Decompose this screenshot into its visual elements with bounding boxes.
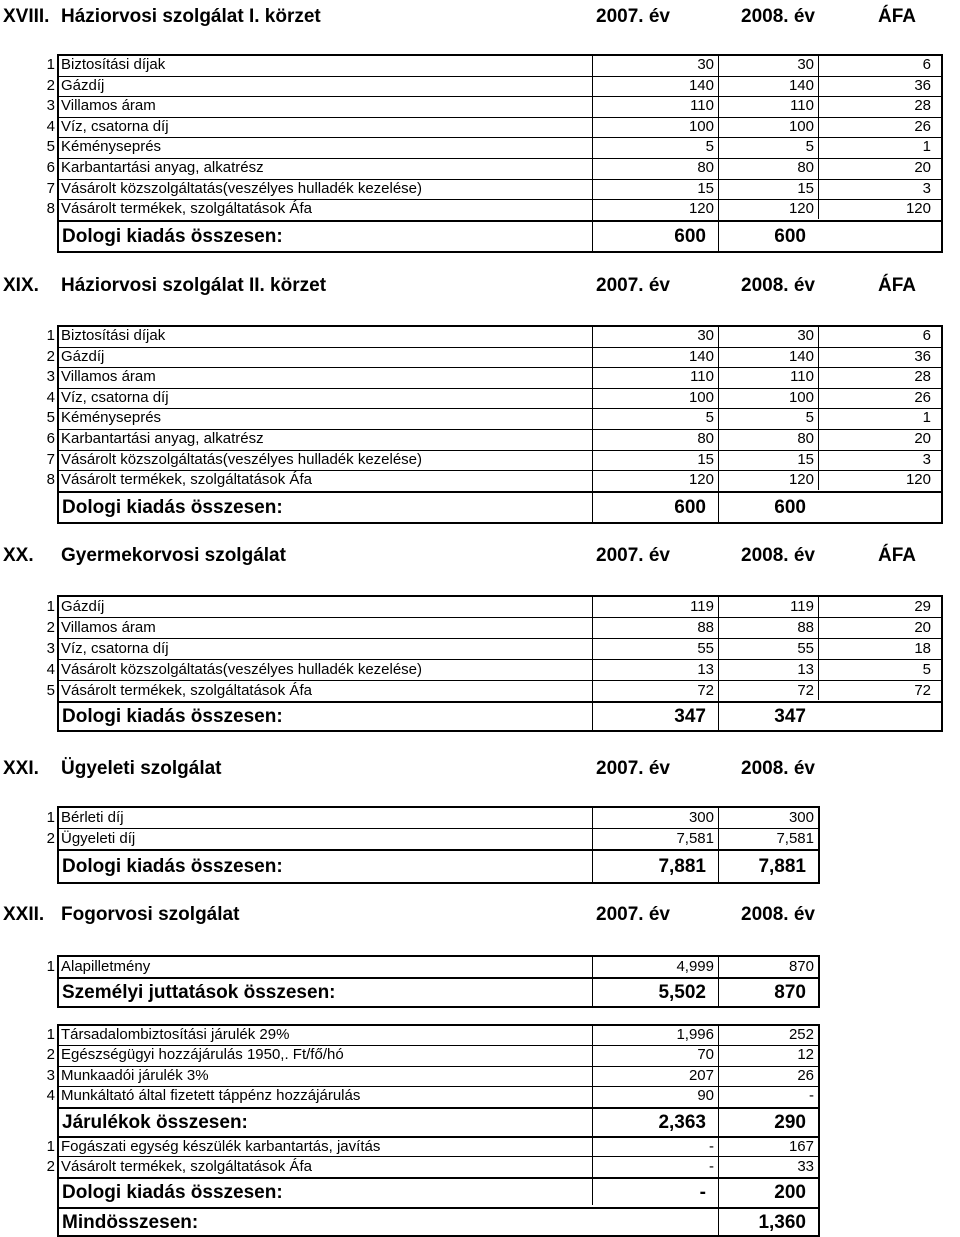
grand-total-label: Mindösszesen: — [62, 1212, 199, 1234]
column-header-2007: 2007. év — [596, 6, 670, 27]
row-label: Ügyeleti díj — [61, 830, 136, 847]
total-label: Járulékok összesen: — [62, 1111, 248, 1133]
row-number: 3 — [46, 640, 55, 657]
total-2008: 600 — [774, 496, 806, 518]
row-number: 6 — [46, 159, 55, 176]
value-afa: 36 — [914, 76, 931, 94]
column-header-2007: 2007. év — [596, 758, 670, 779]
value-afa: 5 — [922, 661, 931, 678]
row-number: 7 — [46, 450, 55, 468]
row-label: Vásárolt közszolgáltatás(veszélyes hulladék kezelése) — [61, 450, 423, 468]
row-label: Vásárolt termékek, szolgáltatások Áfa — [61, 1158, 312, 1175]
value-2007: 4,999 — [676, 958, 714, 975]
row-label: Villamos áram — [61, 97, 156, 115]
value-2008: 13 — [797, 661, 814, 678]
value-2008: 72 — [797, 682, 814, 699]
row-number: 1 — [46, 598, 55, 615]
row-label: Biztosítási díjak — [61, 327, 166, 344]
row-number: 3 — [46, 97, 55, 115]
value-2008: 140 — [788, 76, 814, 94]
row-label: Gázdíj — [61, 76, 105, 94]
row-label: Víz, csatorna díj — [61, 640, 169, 657]
row-label: Gázdíj — [61, 347, 105, 365]
row-number: 4 — [46, 1087, 55, 1105]
section-number: XXII. — [3, 904, 45, 925]
value-2008: 5 — [805, 138, 814, 156]
value-afa: 3 — [922, 450, 931, 468]
value-afa: 3 — [922, 179, 931, 197]
column-header-2008: 2008. év — [741, 904, 815, 925]
value-2007: 119 — [690, 598, 714, 615]
row-label: Bérleti díj — [61, 809, 124, 826]
row-number: 5 — [46, 138, 55, 156]
value-2007: 80 — [697, 159, 714, 176]
value-afa: 26 — [914, 388, 931, 406]
value-2008: 26 — [797, 1066, 814, 1084]
value-afa: 20 — [914, 619, 931, 636]
value-2007: 15 — [697, 179, 714, 197]
section-title: Háziorvosi szolgálat I. körzet — [61, 6, 321, 27]
value-2007: 30 — [697, 327, 714, 344]
value-2008: 100 — [788, 117, 814, 135]
total-2007: 600 — [674, 496, 706, 518]
value-afa: 29 — [914, 598, 931, 615]
section-title: Gyermekorvosi szolgálat — [61, 545, 286, 566]
total-2007: - — [699, 1182, 706, 1204]
value-afa: 1 — [922, 138, 931, 156]
column-header-2008: 2008. év — [741, 758, 815, 779]
value-2008: 167 — [788, 1137, 814, 1155]
total-2008: 600 — [774, 225, 806, 247]
value-2008: 15 — [797, 450, 814, 468]
row-label: Víz, csatorna díj — [61, 117, 169, 135]
row-number: 4 — [46, 661, 55, 678]
row-number: 1 — [46, 327, 55, 344]
row-number: 1 — [46, 1137, 55, 1155]
value-2008: 120 — [788, 471, 814, 489]
row-number: 5 — [46, 409, 55, 427]
value-2008: 88 — [797, 619, 814, 636]
row-number: 4 — [46, 388, 55, 406]
value-2008: 80 — [797, 430, 814, 447]
row-number: 1 — [46, 1026, 55, 1043]
value-2008: 119 — [790, 598, 814, 615]
row-number: 1 — [46, 809, 55, 826]
section-number: XX. — [3, 545, 34, 566]
row-label: Munkáltató által fizetett táppénz hozzájárulás — [61, 1087, 361, 1105]
row-label: Kéményseprés — [61, 138, 162, 156]
value-2008: 870 — [788, 958, 814, 975]
value-afa: 28 — [914, 368, 931, 386]
row-number: 6 — [46, 430, 55, 447]
value-2008: 140 — [788, 347, 814, 365]
row-label: Egészségügyi hozzájárulás 1950,. Ft/fő/hó — [61, 1046, 344, 1064]
value-2007: 55 — [697, 640, 714, 657]
section-number: XXI. — [3, 758, 39, 779]
value-2008: 7,581 — [776, 830, 814, 847]
total-2008: 290 — [774, 1111, 806, 1133]
value-2007: 72 — [697, 682, 714, 699]
column-header-2008: 2008. év — [741, 545, 815, 566]
total-2007: 2,363 — [658, 1111, 706, 1133]
total-2008: 200 — [774, 1182, 806, 1204]
column-header-2008: 2008. év — [741, 275, 815, 296]
value-2007: 207 — [688, 1066, 714, 1084]
value-2008: 110 — [790, 97, 814, 115]
value-2008: 300 — [788, 809, 814, 826]
row-number: 1 — [46, 958, 55, 975]
value-2007: 110 — [690, 97, 714, 115]
row-number: 2 — [46, 830, 55, 847]
value-2007: 5 — [705, 409, 714, 427]
row-number: 7 — [46, 179, 55, 197]
value-afa: 18 — [914, 640, 931, 657]
total-2007: 347 — [674, 706, 706, 727]
column-header-2007: 2007. év — [596, 545, 670, 566]
value-afa: 6 — [922, 56, 931, 73]
value-2007: 80 — [697, 430, 714, 447]
value-2008: 120 — [788, 200, 814, 218]
value-2007: 70 — [697, 1046, 714, 1064]
column-header-afa: ÁFA — [878, 6, 916, 27]
row-label: Alapilletmény — [61, 958, 151, 975]
row-label: Biztosítási díjak — [61, 56, 166, 73]
value-2008: 30 — [797, 56, 814, 73]
value-2008: 100 — [788, 388, 814, 406]
total-label: Dologi kiadás összesen: — [62, 496, 283, 518]
row-number: 3 — [46, 368, 55, 386]
value-2007: 100 — [688, 388, 714, 406]
row-number: 2 — [46, 619, 55, 636]
row-number: 1 — [46, 56, 55, 73]
value-2007: 5 — [705, 138, 714, 156]
row-number: 2 — [46, 347, 55, 365]
total-label: Dologi kiadás összesen: — [62, 706, 283, 727]
column-header-2007: 2007. év — [596, 904, 670, 925]
value-2007: 300 — [688, 809, 714, 826]
row-label: Vásárolt közszolgáltatás(veszélyes hulladék kezelése) — [61, 179, 423, 197]
section-title: Háziorvosi szolgálat II. körzet — [61, 275, 327, 296]
value-2008: - — [809, 1087, 814, 1105]
value-2007: 140 — [688, 347, 714, 365]
value-afa: 26 — [914, 117, 931, 135]
value-afa: 6 — [922, 327, 931, 344]
value-afa: 72 — [914, 682, 931, 699]
row-label: Villamos áram — [61, 619, 156, 636]
section-number: XIX. — [3, 275, 39, 296]
value-2007: 120 — [688, 471, 714, 489]
total-label: Dologi kiadás összesen: — [62, 225, 283, 247]
total-2008: 7,881 — [758, 856, 806, 877]
section-title: Ügyeleti szolgálat — [61, 758, 222, 779]
section-title: Fogorvosi szolgálat — [61, 904, 240, 925]
row-number: 5 — [46, 682, 55, 699]
value-2008: 33 — [797, 1158, 814, 1175]
value-2007: 15 — [697, 450, 714, 468]
value-2007: - — [709, 1158, 714, 1175]
value-2007: 7,581 — [676, 830, 714, 847]
value-afa: 36 — [914, 347, 931, 365]
total-2007: 7,881 — [658, 856, 706, 877]
row-number: 2 — [46, 76, 55, 94]
value-2008: 252 — [788, 1026, 814, 1043]
column-header-2007: 2007. év — [596, 275, 670, 296]
row-label: Vásárolt termékek, szolgáltatások Áfa — [61, 682, 312, 699]
row-number: 2 — [46, 1046, 55, 1064]
column-header-afa: ÁFA — [878, 545, 916, 566]
value-2007: 100 — [688, 117, 714, 135]
value-2007: 88 — [697, 619, 714, 636]
row-label: Villamos áram — [61, 368, 156, 386]
grand-total-2008: 1,360 — [758, 1212, 806, 1234]
value-2008: 15 — [797, 179, 814, 197]
total-label: Dologi kiadás összesen: — [62, 1182, 283, 1204]
row-label: Kéményseprés — [61, 409, 162, 427]
row-number: 2 — [46, 1158, 55, 1175]
row-number: 3 — [46, 1066, 55, 1084]
value-2008: 12 — [797, 1046, 814, 1064]
section-number: XVIII. — [3, 6, 50, 27]
row-label: Társadalombiztosítási járulék 29% — [61, 1026, 290, 1043]
total-2008: 347 — [774, 706, 806, 727]
total-2007: 600 — [674, 225, 706, 247]
value-2008: 80 — [797, 159, 814, 176]
total-2007: 5,502 — [658, 982, 706, 1003]
total-label: Személyi juttatások összesen: — [62, 982, 336, 1003]
value-2007: 1,996 — [676, 1026, 714, 1043]
column-header-2008: 2008. év — [741, 6, 815, 27]
value-2008: 110 — [790, 368, 814, 386]
row-label: Karbantartási anyag, alkatrész — [61, 159, 264, 176]
value-2007: 140 — [688, 76, 714, 94]
value-afa: 1 — [922, 409, 931, 427]
total-label: Dologi kiadás összesen: — [62, 856, 283, 877]
row-label: Vásárolt termékek, szolgáltatások Áfa — [61, 200, 312, 218]
row-label: Munkaadói járulék 3% — [61, 1066, 209, 1084]
value-afa: 20 — [914, 159, 931, 176]
row-number: 4 — [46, 117, 55, 135]
value-afa: 120 — [905, 200, 931, 218]
value-2007: - — [709, 1137, 714, 1155]
row-label: Vásárolt termékek, szolgáltatások Áfa — [61, 471, 312, 489]
value-afa: 20 — [914, 430, 931, 447]
value-2007: 90 — [697, 1087, 714, 1105]
row-label: Gázdíj — [61, 598, 105, 615]
row-label: Fogászati egység készülék karbantartás, javítás — [61, 1137, 381, 1155]
value-afa: 28 — [914, 97, 931, 115]
value-2007: 13 — [697, 661, 714, 678]
column-header-afa: ÁFA — [878, 275, 916, 296]
row-label: Karbantartási anyag, alkatrész — [61, 430, 264, 447]
value-2007: 30 — [697, 56, 714, 73]
row-label: Vásárolt közszolgáltatás(veszélyes hulladék kezelése) — [61, 661, 423, 678]
row-label: Víz, csatorna díj — [61, 388, 169, 406]
value-afa: 120 — [905, 471, 931, 489]
value-2007: 110 — [690, 368, 714, 386]
total-2008: 870 — [774, 982, 806, 1003]
row-number: 8 — [46, 471, 55, 489]
value-2008: 5 — [805, 409, 814, 427]
value-2007: 120 — [688, 200, 714, 218]
value-2008: 55 — [797, 640, 814, 657]
value-2008: 30 — [797, 327, 814, 344]
row-number: 8 — [46, 200, 55, 218]
